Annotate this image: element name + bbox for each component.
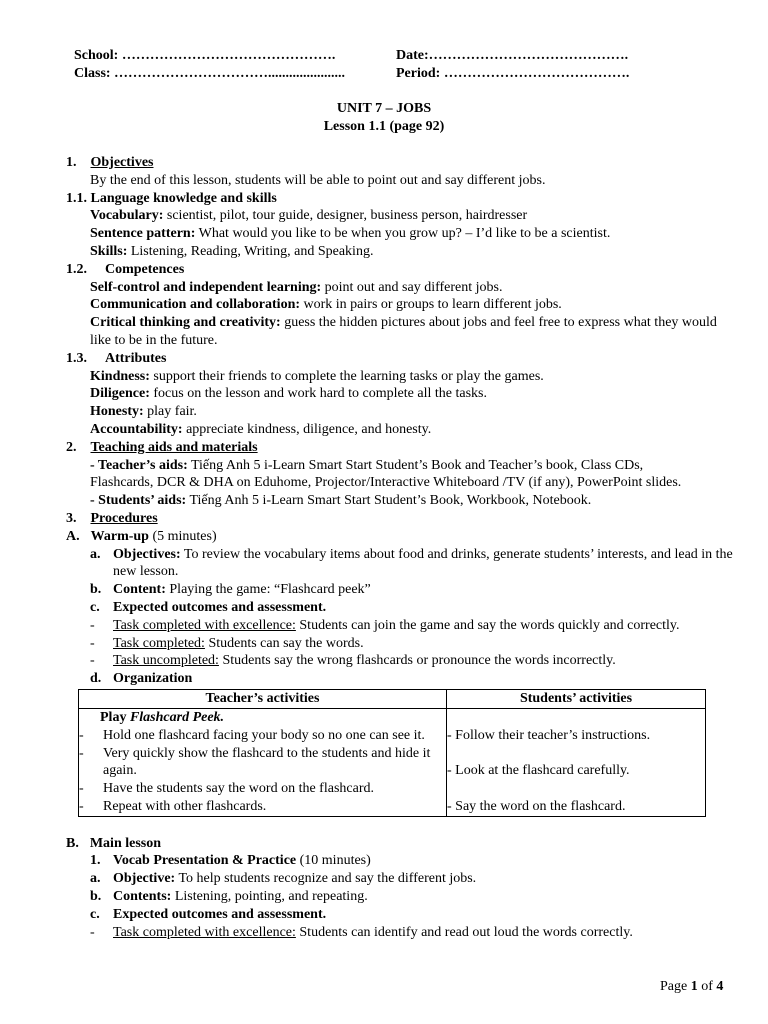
period-field: Period: …………………………………. xyxy=(396,65,630,81)
students-activities-cell xyxy=(447,708,706,816)
warmup-content: b. Content: Playing the game: “Flashcard peek” xyxy=(90,582,371,598)
honesty-line: Honesty: play fair. xyxy=(90,404,197,420)
warmup-uncompleted: - Task uncompleted: Students say the wrong flashcards or pronounce the words incorrectly. xyxy=(90,653,616,669)
lesson-titles xyxy=(0,100,768,136)
table-row xyxy=(79,708,706,816)
student-step-2: - Look at the flashcard carefully. xyxy=(447,763,630,779)
warmup-completed: - Task completed: Students can say the words. xyxy=(90,635,364,651)
section-procedures: 3. Procedures xyxy=(66,510,158,526)
warmup-objectives: a. Objectives: To review the vocabulary items about food and drinks, generate students’ interests, and lead in the new lesson. xyxy=(90,546,733,580)
main-excellence: - Task completed with excellence: Students can identify and read out loud the words correctly. xyxy=(90,924,633,940)
teacher-aids-line: - Teacher’s aids: Tiếng Anh 5 i-Learn Smart Start Student’s Book and Teacher’s book, Class CDs, xyxy=(90,457,644,473)
teacher-step-4: - Repeat with other flashcards. xyxy=(79,798,267,814)
unit-title: UNIT 7 – JOBS xyxy=(336,101,432,116)
main-lesson-heading: B. Main lesson xyxy=(66,835,162,851)
lesson-content xyxy=(66,154,736,941)
main-objective: a. Objective: To help students recognize and say the different jobs. xyxy=(90,871,477,887)
date-field: Date:……………………………………. xyxy=(396,48,629,63)
teacher-activities-header: Teacher’s activities xyxy=(79,689,447,708)
class-field: Class: ……………………………...................... xyxy=(74,65,346,81)
sentence-pattern-line: Sentence pattern: What would you like to be when you grow up? – I’d like to be a scientist. xyxy=(90,226,611,242)
objectives-intro: By the end of this lesson, students will be able to point out and say different jobs. xyxy=(90,172,546,188)
diligence-line: Diligence: focus on the lesson and work hard to complete all the tasks. xyxy=(90,386,487,402)
teacher-step-3: - Have the students say the word on the flashcard. xyxy=(79,781,374,797)
warmup-excellence: - Task completed with excellence: Students can join the game and say the words quickly and correctly. xyxy=(90,617,680,633)
main-contents: b. Contents: Listening, pointing, and repeating. xyxy=(90,889,368,905)
competences-heading: 1.2. Competences xyxy=(66,261,185,277)
warmup-organization: d. Organization xyxy=(90,671,193,687)
vocabulary-line: Vocabulary: scientist, pilot, tour guide, designer, business person, hairdresser xyxy=(90,208,528,224)
self-control-line: Self-control and independent learning: point out and say different jobs. xyxy=(90,279,503,295)
page-number: Page 1 of 4 xyxy=(660,979,724,994)
students-activities-header: Students’ activities xyxy=(447,689,706,708)
vocab-presentation-heading: 1. Vocab Presentation & Practice (10 minutes) xyxy=(90,853,371,869)
kindness-line: Kindness: support their friends to complete the learning tasks or play the games. xyxy=(90,368,544,384)
section-objectives: 1. Objectives xyxy=(66,155,154,170)
main-outcomes: c. Expected outcomes and assessment. xyxy=(90,906,327,922)
lesson-subtitle: Lesson 1.1 (page 92) xyxy=(323,118,445,134)
objectives-heading: Objectives xyxy=(90,155,154,170)
attributes-heading: 1.3. Attributes xyxy=(66,350,167,366)
play-line: Play Flashcard Peek. xyxy=(100,709,225,725)
teacher-activities-cell xyxy=(79,708,447,816)
teacher-aids-line-2: Flashcards, DCR & DHA on Eduhome, Projector/Interactive Whiteboard /TV (if any), PowerPoint slides. xyxy=(90,475,682,491)
table-header-row xyxy=(79,689,706,708)
teacher-step-2: - Very quickly show the flashcard to the students and hide it again. xyxy=(79,745,431,779)
critical-thinking-line: Critical thinking and creativity: guess the hidden pictures about jobs and feel free to express what they would like to be in the future. xyxy=(90,315,717,348)
header-fields xyxy=(74,47,694,83)
section-teaching-aids: 2. Teaching aids and materials xyxy=(66,439,258,455)
accountability-line: Accountability: appreciate kindness, diligence, and honesty. xyxy=(90,421,432,437)
student-step-3: - Say the word on the flashcard. xyxy=(447,798,626,814)
warmup-heading: A. Warm-up (5 minutes) xyxy=(66,528,217,544)
communication-line: Communication and collaboration: work in pairs or groups to learn different jobs. xyxy=(90,297,562,313)
student-step-1: - Follow their teacher’s instructions. xyxy=(447,727,651,743)
teacher-step-1: - Hold one flashcard facing your body so no one can see it. xyxy=(79,727,425,743)
student-aids-line: - Students’ aids: Tiếng Anh 5 i-Learn Smart Start Student’s Book, Workbook, Notebook. xyxy=(90,493,592,509)
organization-table xyxy=(78,689,706,817)
skills-line: Skills: Listening, Reading, Writing, and Speaking. xyxy=(90,243,374,259)
warmup-outcomes: c. Expected outcomes and assessment. xyxy=(90,599,327,615)
language-heading: 1.1. Language knowledge and skills xyxy=(66,190,277,206)
school-field: School: ………………………………………. xyxy=(74,48,336,63)
